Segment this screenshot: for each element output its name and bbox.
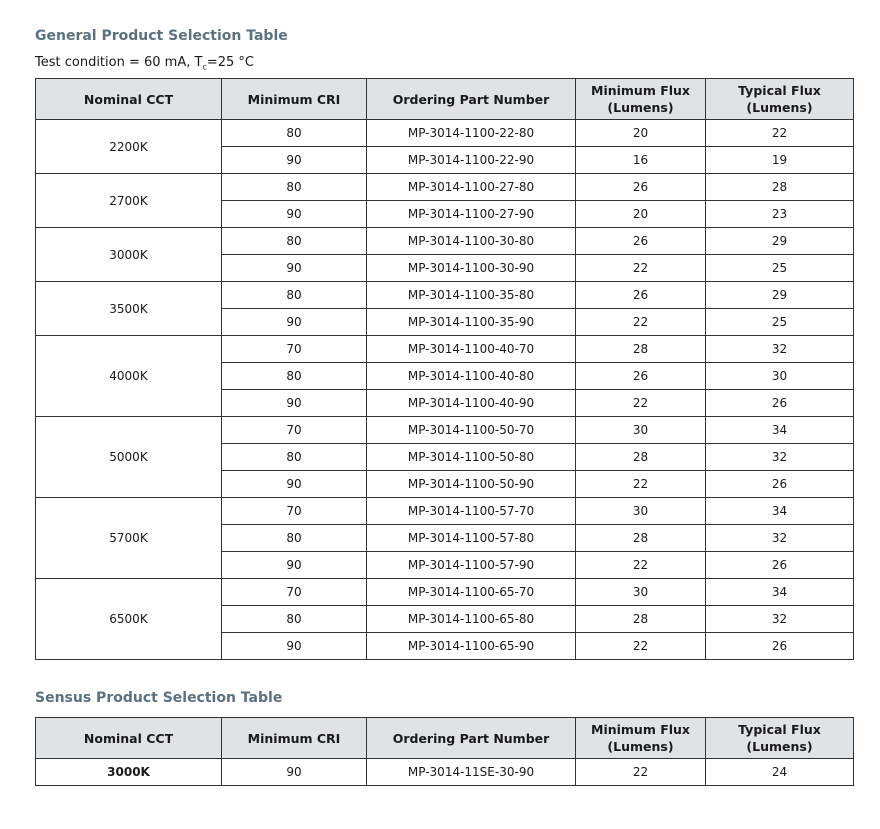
sensus-table-title: Sensus Product Selection Table [35, 690, 283, 706]
table-row [36, 336, 854, 363]
table-row [36, 498, 854, 525]
cell-minimum-flux: 26 [576, 174, 706, 201]
cell-part-number: MP-3014-1100-27-80 [367, 174, 576, 201]
cell-part-number: MP-3014-1100-35-80 [367, 282, 576, 309]
cell-minimum-cri: 90 [222, 309, 367, 336]
cell-part-number: MP-3014-1100-22-90 [367, 147, 576, 174]
header-nominal-cct: Nominal CCT [36, 718, 222, 759]
test-condition: Test condition = 60 mA, $T_c=25$ °C [35, 55, 254, 72]
cell-minimum-cri: 90 [222, 759, 367, 786]
cell-minimum-cri: 90 [222, 390, 367, 417]
cell-part-number: MP-3014-1100-40-80 [367, 363, 576, 390]
cell-part-number: MP-3014-1100-57-80 [367, 525, 576, 552]
cell-minimum-cri: 90 [222, 255, 367, 282]
cell-part-number: MP-3014-1100-40-70 [367, 336, 576, 363]
cell-part-number: MP-3014-1100-50-90 [367, 471, 576, 498]
cell-part-number: MP-3014-1100-35-90 [367, 309, 576, 336]
cell-typical-flux: 34 [706, 498, 854, 525]
table-row [36, 579, 854, 606]
cell-typical-flux: 28 [706, 174, 854, 201]
cell-typical-flux: 26 [706, 552, 854, 579]
general-table-title: General Product Selection Table [35, 28, 288, 44]
cell-typical-flux: 26 [706, 633, 854, 660]
cell-minimum-flux: 16 [576, 147, 706, 174]
cell-nominal-cct: 5700K [36, 498, 222, 579]
header-part-number: Ordering Part Number [367, 79, 576, 120]
cell-part-number: MP-3014-1100-30-90 [367, 255, 576, 282]
cell-minimum-flux: 28 [576, 444, 706, 471]
cell-typical-flux: 32 [706, 606, 854, 633]
cell-typical-flux: 29 [706, 228, 854, 255]
general-selection-table [35, 78, 854, 660]
cell-minimum-cri: 70 [222, 417, 367, 444]
cell-nominal-cct: 3000K [36, 228, 222, 282]
cell-minimum-cri: 90 [222, 471, 367, 498]
cell-minimum-cri: 80 [222, 444, 367, 471]
table-row [36, 759, 854, 786]
cell-minimum-flux: 26 [576, 282, 706, 309]
cell-part-number: MP-3014-1100-50-80 [367, 444, 576, 471]
cell-nominal-cct: 2700K [36, 174, 222, 228]
cell-part-number: MP-3014-1100-65-70 [367, 579, 576, 606]
cell-minimum-flux: 22 [576, 309, 706, 336]
cell-typical-flux: 23 [706, 201, 854, 228]
cell-minimum-flux: 30 [576, 417, 706, 444]
cell-nominal-cct: 6500K [36, 579, 222, 660]
header-typical-flux: Typical Flux (Lumens) [706, 718, 854, 759]
header-minimum-flux: Minimum Flux (Lumens) [576, 79, 706, 120]
header-minimum-flux: Minimum Flux (Lumens) [576, 718, 706, 759]
cell-typical-flux: 32 [706, 336, 854, 363]
cell-minimum-flux: 26 [576, 363, 706, 390]
cell-minimum-flux: 30 [576, 579, 706, 606]
cell-minimum-flux: 22 [576, 471, 706, 498]
table-header-row [36, 718, 854, 759]
header-nominal-cct: Nominal CCT [36, 79, 222, 120]
cell-part-number: MP-3014-1100-50-70 [367, 417, 576, 444]
cell-minimum-cri: 70 [222, 498, 367, 525]
cell-minimum-cri: 80 [222, 525, 367, 552]
cell-typical-flux: 26 [706, 471, 854, 498]
cell-minimum-cri: 70 [222, 336, 367, 363]
header-minimum-cri: Minimum CRI [222, 79, 367, 120]
cell-minimum-cri: 80 [222, 174, 367, 201]
cell-typical-flux: 24 [706, 759, 854, 786]
cell-part-number: MP-3014-1100-22-80 [367, 120, 576, 147]
cell-minimum-flux: 28 [576, 525, 706, 552]
cell-typical-flux: 34 [706, 417, 854, 444]
table-row [36, 282, 854, 309]
cell-part-number: MP-3014-1100-30-80 [367, 228, 576, 255]
cell-minimum-cri: 80 [222, 363, 367, 390]
table-header-row [36, 79, 854, 120]
cell-part-number: MP-3014-1100-65-90 [367, 633, 576, 660]
header-minimum-cri: Minimum CRI [222, 718, 367, 759]
cell-part-number: MP-3014-11SE-30-90 [367, 759, 576, 786]
cell-minimum-cri: 80 [222, 228, 367, 255]
cell-typical-flux: 32 [706, 525, 854, 552]
cell-typical-flux: 29 [706, 282, 854, 309]
cell-minimum-flux: 22 [576, 552, 706, 579]
cell-minimum-cri: 80 [222, 606, 367, 633]
table-row [36, 174, 854, 201]
cell-minimum-cri: 90 [222, 201, 367, 228]
cell-typical-flux: 26 [706, 390, 854, 417]
cell-typical-flux: 32 [706, 444, 854, 471]
table-row [36, 228, 854, 255]
cell-part-number: MP-3014-1100-57-90 [367, 552, 576, 579]
cell-minimum-cri: 90 [222, 633, 367, 660]
cell-minimum-flux: 28 [576, 606, 706, 633]
cell-typical-flux: 34 [706, 579, 854, 606]
cell-nominal-cct: 3000K [36, 759, 222, 786]
cell-typical-flux: 25 [706, 255, 854, 282]
cell-minimum-cri: 80 [222, 282, 367, 309]
cell-part-number: MP-3014-1100-40-90 [367, 390, 576, 417]
header-part-number: Ordering Part Number [367, 718, 576, 759]
table-row [36, 120, 854, 147]
cell-minimum-flux: 22 [576, 633, 706, 660]
sensus-selection-table [35, 717, 854, 786]
cell-minimum-flux: 26 [576, 228, 706, 255]
cell-minimum-flux: 22 [576, 255, 706, 282]
cell-typical-flux: 22 [706, 120, 854, 147]
cell-minimum-flux: 30 [576, 498, 706, 525]
cell-minimum-flux: 22 [576, 390, 706, 417]
cell-minimum-flux: 28 [576, 336, 706, 363]
cell-typical-flux: 19 [706, 147, 854, 174]
cell-minimum-cri: 90 [222, 147, 367, 174]
cell-part-number: MP-3014-1100-65-80 [367, 606, 576, 633]
cell-nominal-cct: 3500K [36, 282, 222, 336]
header-typical-flux: Typical Flux (Lumens) [706, 79, 854, 120]
cell-part-number: MP-3014-1100-57-70 [367, 498, 576, 525]
cell-minimum-flux: 22 [576, 759, 706, 786]
cell-minimum-cri: 90 [222, 552, 367, 579]
cell-nominal-cct: 2200K [36, 120, 222, 174]
cell-part-number: MP-3014-1100-27-90 [367, 201, 576, 228]
cell-typical-flux: 25 [706, 309, 854, 336]
cell-minimum-flux: 20 [576, 120, 706, 147]
cell-nominal-cct: 5000K [36, 417, 222, 498]
table-row [36, 417, 854, 444]
cell-nominal-cct: 4000K [36, 336, 222, 417]
cell-minimum-cri: 80 [222, 120, 367, 147]
cell-minimum-flux: 20 [576, 201, 706, 228]
cell-typical-flux: 30 [706, 363, 854, 390]
cell-minimum-cri: 70 [222, 579, 367, 606]
